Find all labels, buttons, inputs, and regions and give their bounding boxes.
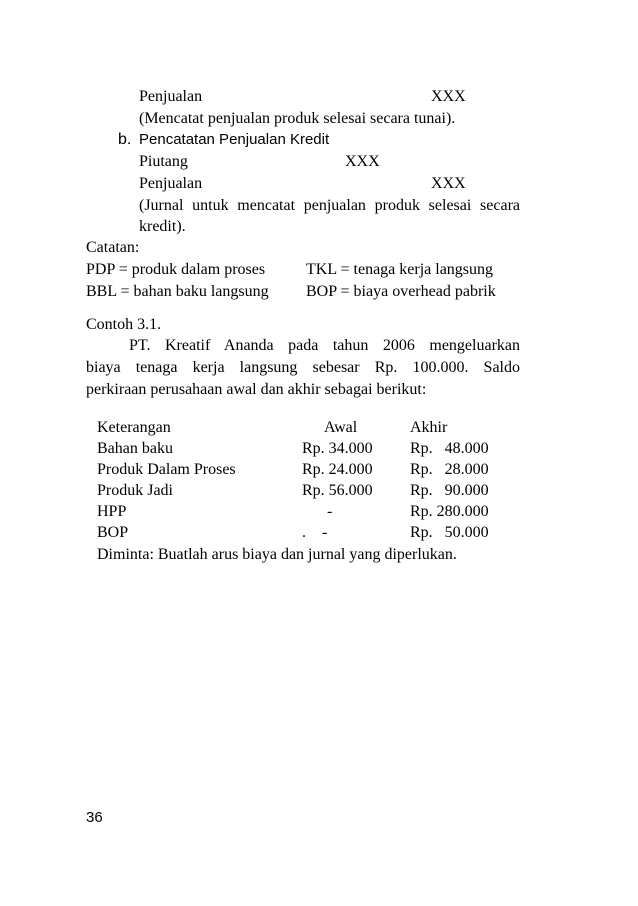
note-tkl: TKL = tenaga kerja langsung — [306, 261, 494, 278]
table-cell-label: BOP — [97, 524, 129, 541]
journal-credit-credit-account: Penjualan — [139, 175, 203, 192]
table-cell-label: Produk Dalam Proses — [97, 461, 236, 478]
section-b-marker: b. — [118, 131, 132, 148]
journal-credit-credit-amount: XXX — [431, 175, 466, 192]
example-line3: perkiraan perusahaan awal dan akhir sebagai berikut: — [86, 381, 427, 398]
example-heading: Contoh 3.1. — [86, 316, 162, 333]
journal-credit-debit-amount: XXX — [345, 153, 380, 170]
journal-cash-amount: XXX — [431, 88, 466, 105]
table-cell-akhir: Rp. 48.000 — [410, 440, 489, 457]
example-line1: PT. Kreatif Ananda pada tahun 2006 mengeluarkan — [129, 337, 520, 354]
journal-credit-debit-account: Piutang — [139, 153, 188, 170]
journal-cash-note: (Mencatat penjualan produk selesai secara tunai). — [139, 110, 456, 127]
note-bbl: BBL = bahan baku langsung — [86, 283, 269, 300]
table-cell-awal: . - — [302, 524, 328, 541]
table-header-keterangan: Keterangan — [97, 419, 171, 436]
table-cell-awal: - — [327, 503, 333, 520]
table-cell-akhir: Rp. 28.000 — [410, 461, 489, 478]
journal-cash-account: Penjualan — [139, 88, 203, 105]
table-cell-akhir: Rp. 50.000 — [410, 524, 489, 541]
table-cell-label: HPP — [97, 503, 127, 520]
note-pdp: PDP = produk dalam proses — [86, 261, 266, 278]
notes-heading: Catatan: — [86, 239, 140, 256]
table-cell-awal: Rp. 24.000 — [302, 461, 373, 478]
table-header-awal: Awal — [324, 419, 358, 436]
section-b-title: Pencatatan Penjualan Kredit — [139, 131, 330, 148]
table-header-akhir: Akhir — [410, 419, 448, 436]
journal-credit-note-line1: (Jurnal untuk mencatat penjualan produk selesai secara — [139, 197, 520, 214]
table-cell-akhir: Rp. 280.000 — [410, 503, 489, 520]
table-cell-label: Produk Jadi — [97, 482, 173, 499]
note-bop: BOP = biaya overhead pabrik — [306, 283, 496, 300]
table-instruction: Diminta: Buatlah arus biaya dan jurnal yang diperlukan. — [97, 546, 457, 563]
table-cell-awal: Rp. 34.000 — [302, 440, 373, 457]
journal-credit-note-line2: kredit). — [139, 218, 186, 235]
table-cell-label: Bahan baku — [97, 440, 173, 457]
table-cell-awal: Rp. 56.000 — [302, 482, 373, 499]
example-line2: biaya tenaga kerja langsung sebesar Rp. 100.000. Saldo — [86, 359, 520, 376]
page-number: 36 — [86, 809, 103, 826]
table-cell-akhir: Rp. 90.000 — [410, 482, 489, 499]
